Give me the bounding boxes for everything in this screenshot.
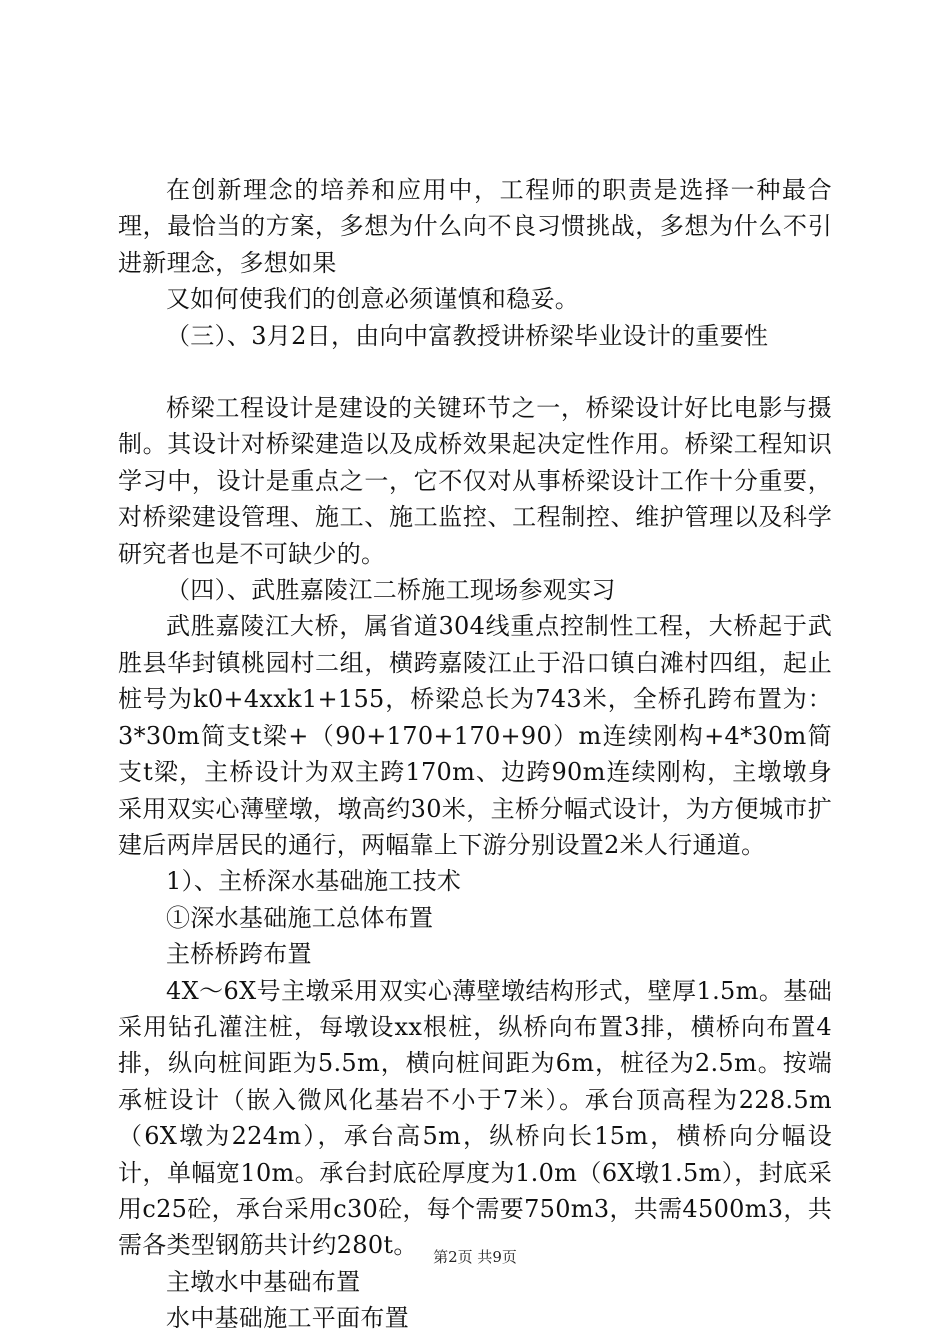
- document-body: [118, 172, 832, 1337]
- paragraph-prudence: 又如何使我们的创意必须谨慎和稳妥。: [166, 285, 580, 314]
- subheading-foundation-tech: 1）、主桥深水基础施工技术: [166, 867, 462, 896]
- section-heading-four: （四）、武胜嘉陵江二桥施工现场参观实习: [166, 576, 616, 605]
- subheading-span-layout: 主桥桥跨布置: [166, 940, 312, 969]
- paragraph-pier-structure: 4X～6X号主墩采用双实心薄壁墩结构形式，壁厚1.5m。基础采用钻孔灌注桩，每墩设xx根桩，纵桥向布置3排，横桥向布置4排，纵向桩间距为5.5m，横向桩间距为6m，桩径为2.5m。按端承桩设计（嵌入微风化基岩不小于7米）。承台顶高程为228.5m（6X墩为224m），承台高5m，纵桥向长15m，横桥向分幅设计，单幅宽10m。承台封底砼厚度为1.0m（6X墩1.5m），封底采用c25砼，承台采用c30砼，每个需要750m3，共需4500m3，共需各类型钢筋共计约280t。: [118, 976, 832, 1260]
- blank-line: [118, 354, 832, 390]
- paragraph-wusheng-bridge: 武胜嘉陵江大桥，属省道304线重点控制性工程，大桥起于武胜县华封镇桃园村二组，横跨嘉陵江止于沿口镇白滩村四组，起止桩号为k0+4xxk1+155，桥梁总长为743米，全桥孔跨布置为：3*30m简支t梁+（90+170+170+90）m连续刚构+4*30m简支t梁，主桥设计为双主跨170m、边跨90m连续刚构，主墩墩身采用双实心薄壁墩，墩高约30米，主桥分幅式设计，为方便城市扩建后两岸居民的通行，两幅靠上下游分别设置2米人行通道。: [118, 612, 832, 859]
- subheading-water-foundation: 主墩水中基础布置: [166, 1267, 361, 1296]
- subheading-overall-layout: ①深水基础施工总体布置: [166, 903, 434, 932]
- page-number-footer: 第2页 共9页: [433, 1248, 517, 1266]
- paragraph-innovation: 在创新理念的培养和应用中，工程师的职责是选择一种最合理，最恰当的方案，多想为什么向不良习惯挑战，多想为什么不引进新理念，多想如果: [118, 176, 832, 277]
- paragraph-bridge-design: 桥梁工程设计是建设的关键环节之一，桥梁设计好比电影与摄制。其设计对桥梁建造以及成桥效果起决定性作用。桥梁工程知识学习中，设计是重点之一，它不仅对从事桥梁设计工作十分重要，对桥梁建设管理、施工、施工监控、工程制控、维护管理以及科学研究者也是不可缺少的。: [118, 394, 832, 568]
- section-heading-three: （三）、3月2日，由向中富教授讲桥梁毕业设计的重要性: [166, 321, 769, 350]
- subheading-plan-layout: 水中基础施工平面布置: [166, 1304, 409, 1333]
